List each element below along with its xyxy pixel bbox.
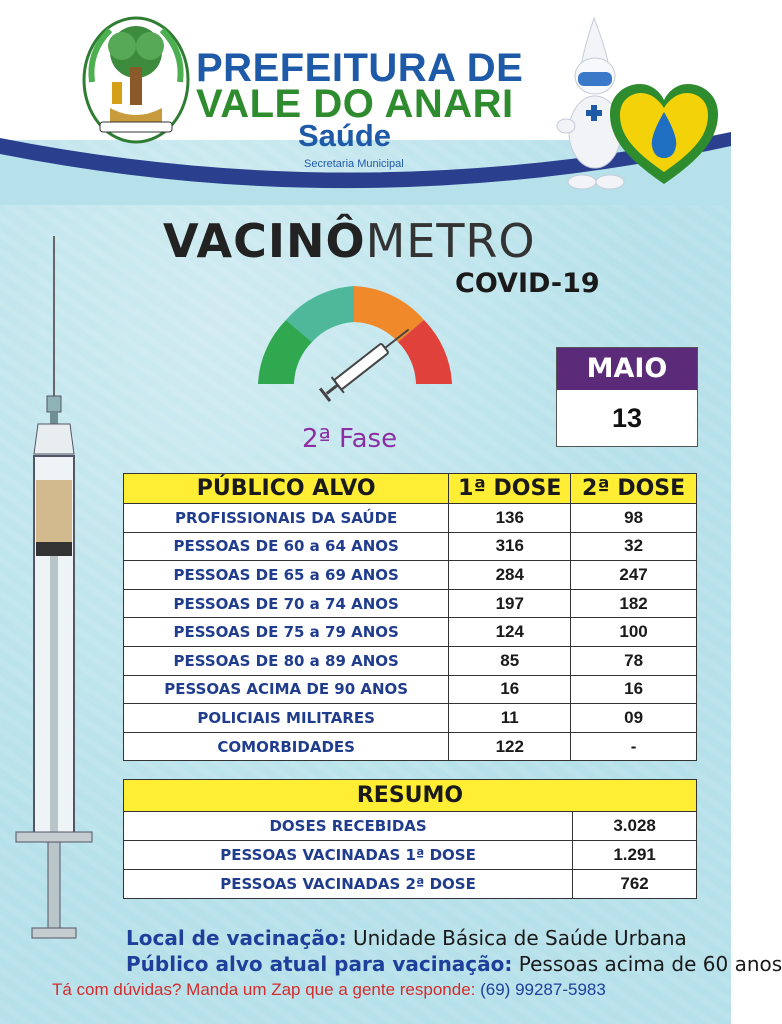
location-label: Local de vacinação: [126, 926, 347, 950]
vaccinometer-title [163, 214, 536, 268]
row-label: POLICIAIS MILITARES [124, 704, 449, 733]
target-audience-label: Público alvo atual para vacinação: [126, 952, 513, 976]
row-label: PROFISSIONAIS DA SAÚDE [124, 504, 449, 533]
row-label: COMORBIDADES [124, 732, 449, 761]
table-row [124, 618, 697, 647]
secretaria-label: Secretaria Municipal [304, 158, 404, 170]
summary-value: 1.291 [573, 841, 697, 870]
row-label: PESSOAS DE 80 a 89 ANOS [124, 646, 449, 675]
summary-value: 762 [573, 870, 697, 899]
summary-title: RESUMO [124, 780, 697, 812]
gauge-icon [240, 280, 472, 420]
row-dose-1: 136 [449, 504, 571, 533]
table-row [124, 732, 697, 761]
row-label: PESSOAS DE 65 a 69 ANOS [124, 561, 449, 590]
row-dose-1: 11 [449, 704, 571, 733]
vaccinometer-title-bold: VACINÔ [163, 214, 366, 268]
header-dose-1: 1ª DOSE [449, 474, 571, 504]
summary-row [124, 841, 697, 870]
row-dose-2: 32 [571, 532, 697, 561]
vaccination-table [123, 473, 697, 761]
row-dose-2: 09 [571, 704, 697, 733]
summary-header-row [124, 780, 697, 812]
summary-label: PESSOAS VACINADAS 2ª DOSE [124, 870, 573, 899]
summary-label: DOSES RECEBIDAS [124, 812, 573, 841]
summary-label: PESSOAS VACINADAS 1ª DOSE [124, 841, 573, 870]
summary-value: 3.028 [573, 812, 697, 841]
row-dose-1: 316 [449, 532, 571, 561]
month-label: MAIO [557, 348, 697, 390]
row-dose-1: 85 [449, 646, 571, 675]
row-dose-2: 182 [571, 589, 697, 618]
table-row [124, 589, 697, 618]
row-label: PESSOAS DE 60 a 64 ANOS [124, 532, 449, 561]
summary-row [124, 870, 697, 899]
municipal-seal-icon [80, 12, 192, 150]
row-dose-2: 16 [571, 675, 697, 704]
row-dose-1: 16 [449, 675, 571, 704]
row-label: PESSOAS DE 75 a 79 ANOS [124, 618, 449, 647]
row-dose-2: 247 [571, 561, 697, 590]
row-dose-2: 78 [571, 646, 697, 675]
summary-row [124, 812, 697, 841]
header-publico-alvo: PÚBLICO ALVO [124, 474, 449, 504]
table-row [124, 704, 697, 733]
summary-table [123, 779, 697, 899]
location-line [126, 926, 687, 950]
health-label: Saúde [298, 118, 392, 153]
target-audience-value: Pessoas acima de 60 anos [518, 952, 782, 976]
target-audience-line [126, 952, 782, 976]
row-dose-2: 98 [571, 504, 697, 533]
title-line-1: PREFEITURA DE [196, 46, 524, 90]
row-dose-1: 122 [449, 732, 571, 761]
table-header-row [124, 474, 697, 504]
row-dose-1: 124 [449, 618, 571, 647]
vaccinometer-title-light: METRO [365, 214, 536, 268]
day-label: 13 [611, 403, 643, 433]
table-row [124, 504, 697, 533]
title-line-2: VALE DO ANARI [196, 82, 514, 126]
location-value: Unidade Básica de Saúde Urbana [352, 926, 687, 950]
contact-question: Tá com dúvidas? Manda um Zap que a gente responde: [52, 980, 476, 999]
row-dose-1: 284 [449, 561, 571, 590]
row-dose-2: - [571, 732, 697, 761]
row-label: PESSOAS DE 70 a 74 ANOS [124, 589, 449, 618]
heart-drop-icon [606, 80, 722, 190]
date-box [556, 347, 698, 447]
syringe-illustration-icon [14, 234, 96, 954]
table-row [124, 561, 697, 590]
covid-subtitle: COVID-19 [455, 268, 600, 299]
row-label: PESSOAS ACIMA DE 90 ANOS [124, 675, 449, 704]
contact-phone[interactable]: (69) 99287-5983 [480, 980, 606, 999]
phase-label: 2ª Fase [302, 424, 398, 454]
table-row [124, 532, 697, 561]
table-row [124, 675, 697, 704]
table-row [124, 646, 697, 675]
header-dose-2: 2ª DOSE [571, 474, 697, 504]
contact-line [52, 980, 606, 1000]
row-dose-2: 100 [571, 618, 697, 647]
row-dose-1: 197 [449, 589, 571, 618]
